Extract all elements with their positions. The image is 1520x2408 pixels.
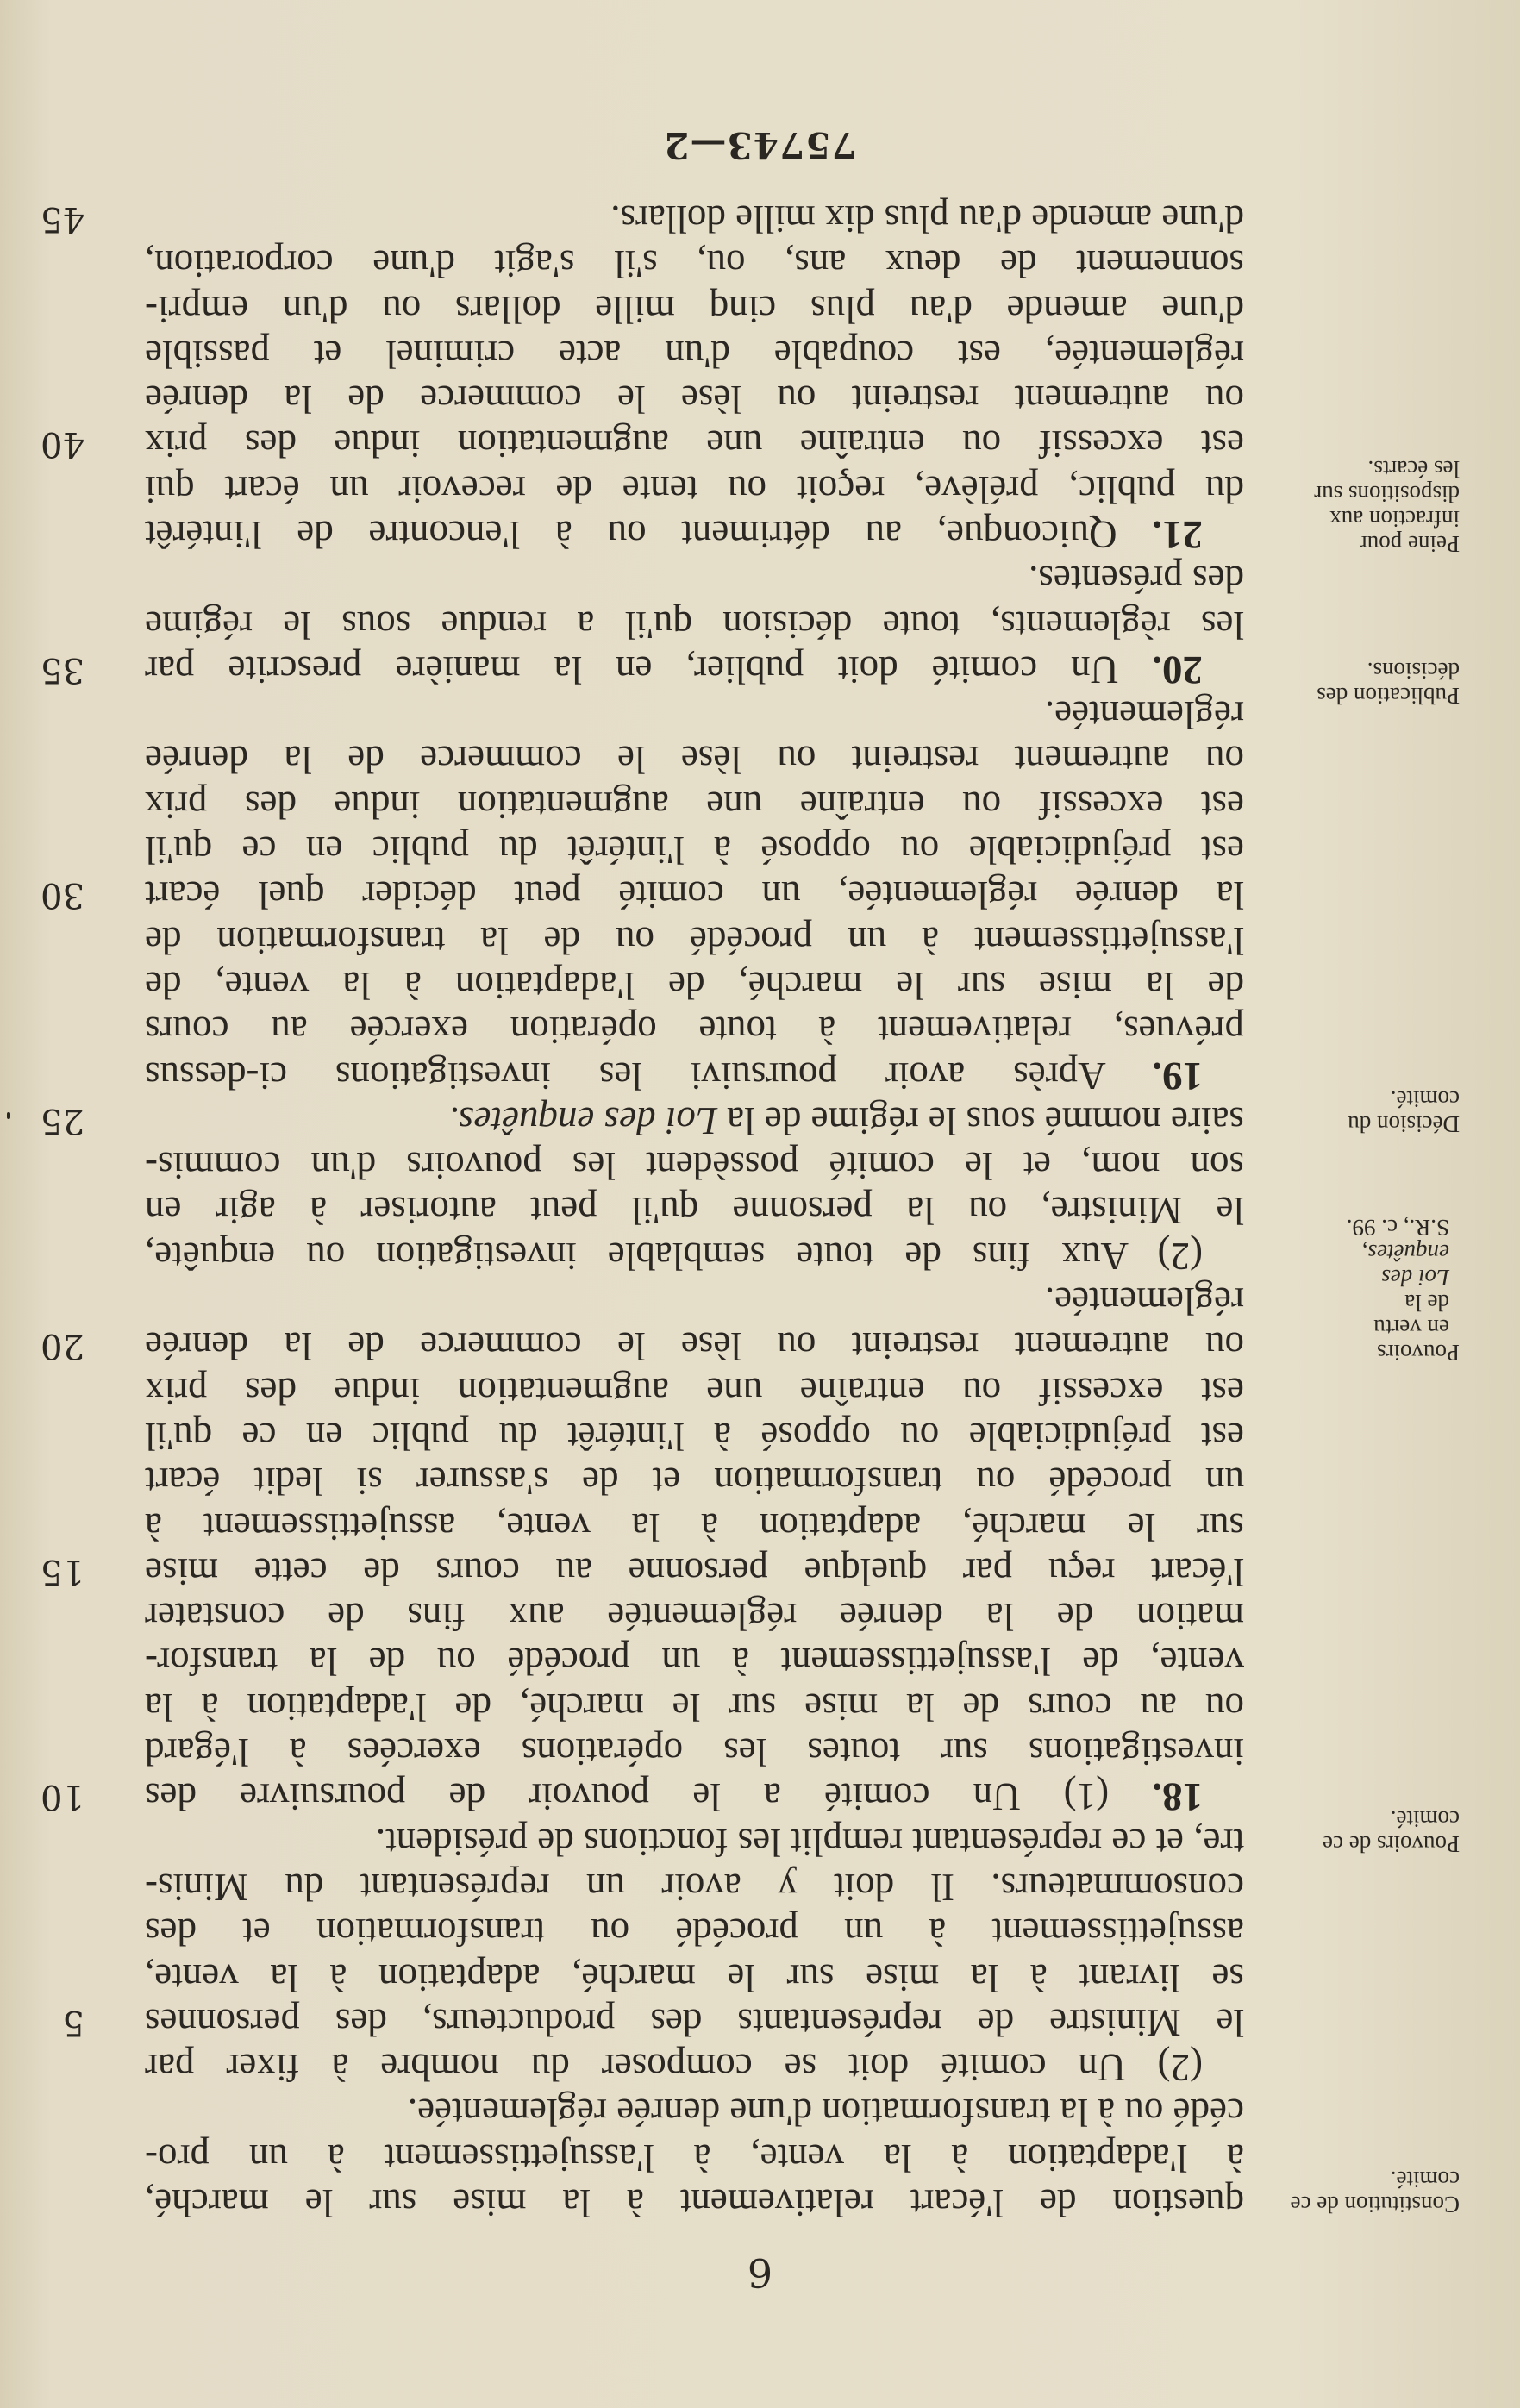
text-run: d'une amende d'au plus dix mille dollars. xyxy=(610,197,1244,241)
text-line: réglementée, est coupable d'un acte criminel et passible xyxy=(145,332,1244,376)
text-line xyxy=(41,1774,1244,1820)
text-line xyxy=(62,2000,1244,2045)
text-line: sonnement de deux ans, ou, s'il s'agit d'une corporation, xyxy=(145,242,1244,286)
text-line: est excessif ou entraîne une augmentation indue des prix xyxy=(145,783,1244,827)
line-number: 20 xyxy=(41,1326,84,1367)
text-line: à l'adaptation à la vente, à l'assujettissement à un pro- xyxy=(145,2136,1244,2180)
text-line xyxy=(41,1549,1244,1594)
law-title: Loi des enquêtes. xyxy=(448,1098,717,1142)
body-text xyxy=(41,197,1244,2225)
line-number: 5 xyxy=(62,2002,84,2042)
text-line: est excessif ou entraîne une augmentation indue des prix xyxy=(145,1369,1244,1413)
text-line: se livrant à la mise sur le marché, adaptation à la vente, xyxy=(145,1955,1244,1999)
text-line xyxy=(41,1323,1244,1368)
text-line: d'une amende d'au plus cinq mille dollars ou d'un empri- xyxy=(145,287,1244,331)
section-number: 19. xyxy=(1152,1053,1203,1098)
line-number: 45 xyxy=(41,198,84,239)
text-line: réglementée. xyxy=(1044,1279,1244,1323)
text-line: est préjudiciable ou opposé à l'intérêt du public en ce qu'il xyxy=(145,1414,1244,1458)
text-line: du public, prélève, reçoit ou tente de recevoir un écart qui xyxy=(145,467,1244,511)
text-run: (1) Un comité a le pouvoir de poursuivre des xyxy=(145,1775,1153,1819)
text-line: ou autrement restreint ou lèse le commerce de la denrée xyxy=(145,738,1244,782)
text-line: mation de la denrée réglementée aux fins de constater xyxy=(145,1595,1244,1639)
text-run: ou autrement restreint ou lèse le commerce de la denrée xyxy=(145,1324,1244,1368)
side-note-line: en vertu xyxy=(1373,1315,1449,1341)
side-note-pouvoirs-loi xyxy=(1283,1215,1460,1365)
section-number: 18. xyxy=(1152,1774,1203,1820)
page-number: 6 xyxy=(747,2249,773,2296)
text-line xyxy=(145,512,1244,557)
text-run: Après avoir poursuivi les investigations ci-dessus xyxy=(145,1054,1153,1098)
text-line: vente, de l'assujettissement à un procédé ou de la transfor- xyxy=(145,1640,1244,1684)
document-code: 75743—2 xyxy=(663,124,857,166)
text-run: saire nommé sous le régime de la xyxy=(716,1098,1244,1142)
text-line: cédé ou à la transformation d'une denrée réglementée. xyxy=(407,2091,1244,2135)
line-number: 25 xyxy=(41,1100,84,1141)
line-number: 15 xyxy=(41,1551,84,1592)
text-line: de la mise sur le marché, de l'adaptation à la vente, de xyxy=(145,963,1244,1007)
text-run: l'écart reçu par quelque personne au cours de cette mise xyxy=(145,1549,1244,1593)
side-note-line: Pouvoirs xyxy=(1376,1340,1460,1366)
text-line xyxy=(41,197,1244,241)
text-line: investigations sur toutes les opérations exercées à l'égard xyxy=(145,1730,1244,1774)
text-run: Un comité doit publier, en la manière prescrite par xyxy=(145,647,1153,691)
text-line: question de l'écart relativement à la mise sur le marché, xyxy=(145,2181,1244,2224)
side-note-line: enquêtes, xyxy=(1361,1240,1449,1266)
side-note-peine: Peine pour infraction aux dispositions sur les écarts. xyxy=(1314,456,1460,557)
text-line: réglementée. xyxy=(1044,693,1244,737)
text-line xyxy=(41,422,1244,466)
text-line: l'assujettissement à un procédé ou de la transformation de xyxy=(145,918,1244,962)
side-note-line: Loi des xyxy=(1381,1265,1449,1291)
side-note-line: de la xyxy=(1404,1290,1449,1316)
text-line: est préjudiciable ou opposé à l'intérêt du public en ce qu'il xyxy=(145,829,1244,873)
side-note-line: S.R., c. 99. xyxy=(1346,1215,1449,1241)
text-line: ou au cours de la mise sur le marché, de l'adaptation à la xyxy=(145,1685,1244,1729)
section-number: 21. xyxy=(1152,512,1203,558)
text-line: ou autrement restreint ou lèse le commerce de la denrée xyxy=(145,378,1244,422)
line-number: 40 xyxy=(41,424,84,465)
text-line: assujettissement à un procédé ou transformation et des xyxy=(145,1911,1244,1955)
text-run: est excessif ou entraîne une augmentation indue des prix xyxy=(145,422,1244,466)
text-line: consommateurs. Il doit y avoir un représentant du Minis- xyxy=(145,1865,1244,1909)
text-line xyxy=(41,1098,1244,1143)
text-run: la denrée réglementée, un comité peut décider quel écart xyxy=(145,873,1244,917)
side-note-publication: Publication des décisions. xyxy=(1317,658,1460,709)
text-line: les règlements, toute décision qu'il a rendue sous le régime xyxy=(145,603,1244,647)
text-line: un procédé ou transformation et de s'assurer si ledit écart xyxy=(145,1460,1244,1504)
line-number: 30 xyxy=(41,875,84,916)
side-note-constitution: Constitution de ce comité. xyxy=(1290,2167,1460,2217)
text-line: des présentes. xyxy=(1029,558,1244,602)
text-line: sur le marché, adaptation à la vente, assujettissement à xyxy=(145,1504,1244,1548)
text-line: son nom, et le comité possèdent les pouvoirs d'un commis- xyxy=(145,1144,1244,1188)
text-line xyxy=(41,873,1244,917)
text-line xyxy=(145,1053,1244,1098)
text-run: Quiconque, au détriment ou à l'encontre de l'intérêt xyxy=(145,513,1153,557)
line-number: 10 xyxy=(41,1777,84,1817)
text-line: tre, et ce représentant remplit les fonctions de président. xyxy=(375,1820,1244,1864)
text-line: le Ministre, ou la personne qu'il peut autoriser à agir en xyxy=(145,1189,1244,1233)
section-number: 20. xyxy=(1152,647,1203,692)
text-line: prévues, relativement à toute opération exercée au cours xyxy=(145,1009,1244,1053)
text-line xyxy=(41,647,1244,692)
side-note-pouvoirs-comite: Pouvoirs de ce comité. xyxy=(1323,1806,1460,1857)
side-note-decision: Décision du comité. xyxy=(1348,1086,1460,1137)
text-line: (2) Aux fins de toute semblable investigation ou enquête, xyxy=(145,1234,1203,1278)
text-run: le Ministre de représentants des producteurs, des personnes xyxy=(145,2000,1244,2044)
text-line: (2) Un comité doit se composer du nombre à fixer par xyxy=(145,2046,1203,2090)
line-number: 35 xyxy=(41,649,84,690)
